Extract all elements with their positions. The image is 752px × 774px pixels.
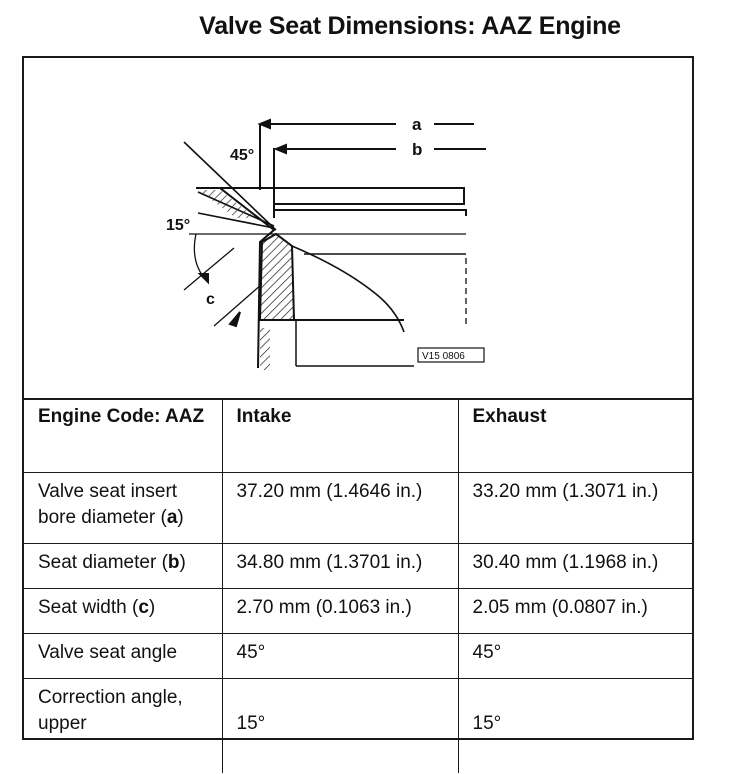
header-engine-code: Engine Code: AAZ	[24, 398, 222, 473]
row-label: Seat width (c)	[24, 589, 222, 634]
intake-value: 2.70 mm (0.1063 in.)	[222, 589, 458, 634]
table-row	[24, 544, 692, 589]
figure-code: V15 0806	[422, 351, 465, 362]
row-label: Correction angle, upper	[24, 679, 222, 774]
exhaust-value: 15°	[472, 713, 502, 734]
table-header-row	[24, 398, 692, 473]
exhaust-value: 2.05 mm (0.0807 in.)	[458, 589, 692, 634]
intake-value: 37.20 mm (1.4646 in.)	[222, 473, 458, 544]
row-label: Valve seat angle	[24, 634, 222, 679]
valve-seat-diagram	[24, 58, 692, 400]
row-label: Valve seat insert bore diameter (a)	[24, 473, 222, 544]
exhaust-value: 30.40 mm (1.1968 in.)	[458, 544, 692, 589]
table-row	[24, 634, 692, 679]
label-angle-15: 15°	[166, 217, 191, 234]
intake-value: 34.80 mm (1.3701 in.)	[222, 544, 458, 589]
label-c: c	[206, 291, 215, 308]
header-intake: Intake	[222, 398, 458, 473]
dim-a-arrow	[260, 120, 270, 128]
spec-frame	[22, 56, 694, 740]
label-angle-45: 45°	[230, 147, 255, 164]
table-row	[24, 589, 692, 634]
table-row	[24, 473, 692, 544]
dim-b-arrow	[276, 145, 286, 153]
intake-value: 45°	[222, 634, 458, 679]
exhaust-value: 45°	[458, 634, 692, 679]
exhaust-value: 33.20 mm (1.3071 in.)	[458, 473, 692, 544]
diagram-svg	[24, 58, 692, 398]
row-label: Seat diameter (b)	[24, 544, 222, 589]
seat-insert	[260, 234, 294, 320]
header-exhaust: Exhaust	[458, 398, 692, 473]
label-b: b	[412, 140, 423, 159]
table-row	[24, 679, 692, 774]
page-title: Valve Seat Dimensions: AAZ Engine	[199, 12, 621, 40]
intake-value: 15°	[222, 679, 458, 774]
spec-table	[24, 398, 692, 773]
label-a: a	[412, 115, 422, 134]
